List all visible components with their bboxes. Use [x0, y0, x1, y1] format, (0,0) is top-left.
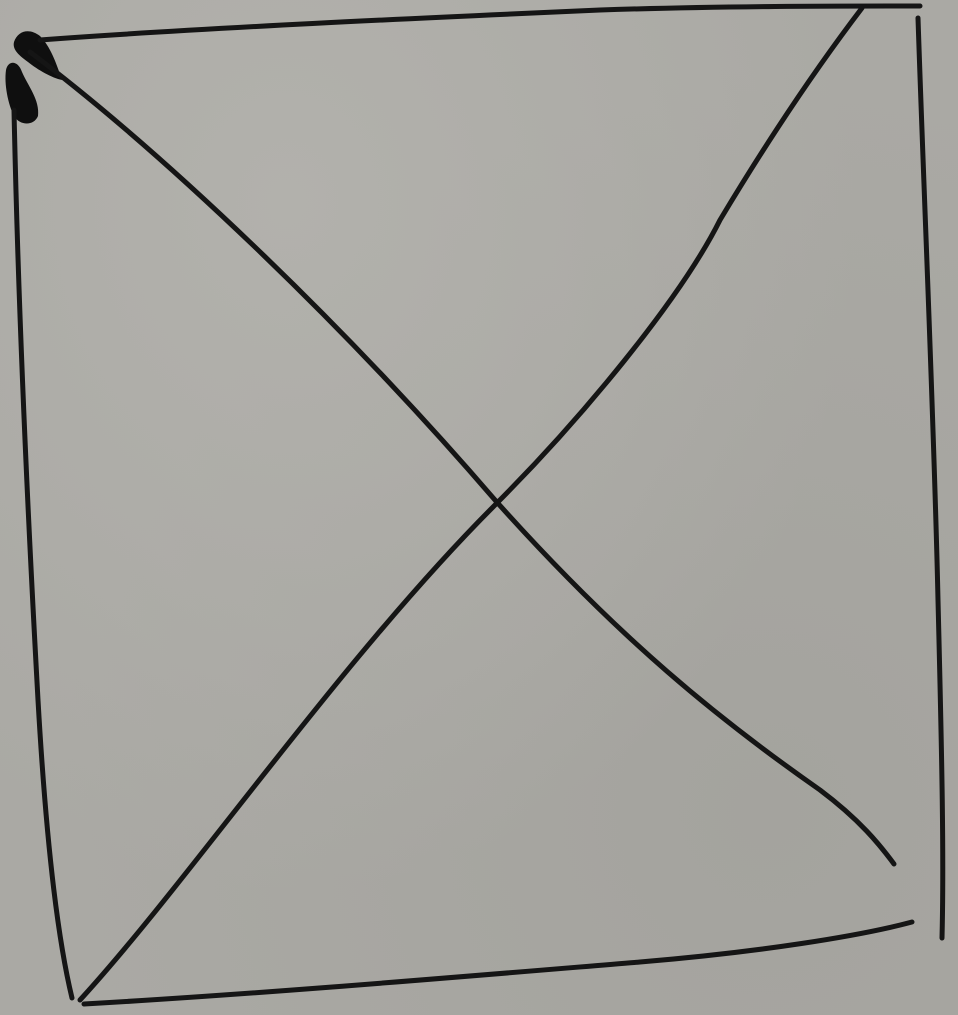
square-bottom-edge — [84, 922, 912, 1004]
ink-blot-bottom — [5, 63, 38, 124]
diagonal-ascending — [80, 8, 862, 1000]
square-top-edge — [40, 6, 920, 40]
diagonal-descending — [30, 52, 894, 864]
square-left-edge — [14, 110, 72, 998]
square-right-edge — [918, 18, 943, 938]
